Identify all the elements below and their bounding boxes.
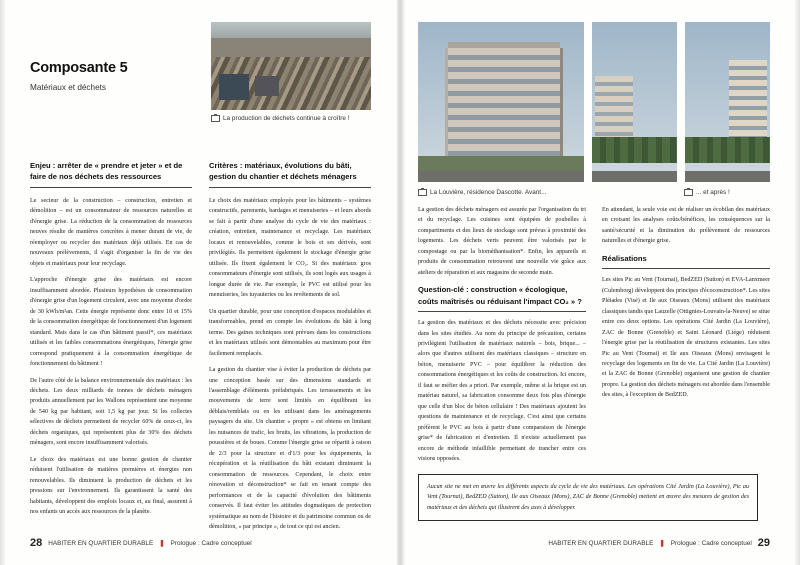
paragraph: La gestion des matériaux et des déchets nécessite avec précision dans les sites étudiés. Au nom du principe de précaution, certains privilégient l'utilisation de matériaux naturels – bois, brique... – alors que d'autres utilisent des matériaux classiques – structure en béton, menuiserie PVC – pour équilibrer la réduction des consommations énergétiques et les coûts de construction. Ici encore, il faut se méfier des a priori. Par exemple, même si la brique est un matériau naturel, sa fabrication consomme deux fois plus d'énergie que celle d'un bloc de béton cellulaire ! Des matériaux ajoutent les questions de maintenance et de recyclage. C'est ainsi que certains préfèrent le PVC au bois à partir d'une comparaison de l'énergie grise* de fabrication et d'entretien. Il n'existe actuellement pas encore de méthode infaillible permettant de trancher entre ces visions opposées.	[418, 320, 586, 463]
photo-trees	[685, 137, 770, 163]
page-subtitle: Matériaux et déchets	[30, 83, 107, 92]
photo-bin-2	[255, 76, 279, 96]
folio-separator: ❚	[659, 540, 665, 547]
camera-icon	[684, 189, 693, 196]
after-photo-2	[685, 22, 770, 182]
left-column-2	[209, 196, 371, 539]
right-photo-row	[418, 22, 770, 182]
photo-trees	[592, 137, 677, 163]
waste-photo-caption-row	[211, 115, 381, 122]
paragraph: La gestion du chantier vise à éviter la production de déchets par une conception basée sur des dimensions standards et l'assemblage d'éléments préfabriqués. Les terrassements et les mouvements de terre sont limités en équilibrant les déblais/remblais ou en les utilisant dans les aménagements paysagers du site. Un chantier « propre » est obtenu en limitant les nuisances de trafic, les bruits, les vibrations, la production de poussières et de boues. Comme l'énergie grise se répartit à raison de 2/3 pour la structure et d'1/3 pour les équipements, la récupération et la réutilisation du bâti existant diminuent la consommation de ressources. Cependant, le choix entre rénovation et déconstruction* se fait en tenant compte des performances et de la capacité d'évolution des bâtiments conservés. Il faut éviter les attitudes dogmatiques de protection systématique au nom de l'histoire et du patrimoine commun ou de démolition, « par principe », de tout ce qui est ancien.	[209, 367, 371, 531]
callout-text: Aucun site ne met en œuvre les différents aspects du cycle de vie des matériaux. Les opérations Cité Jardin (La Louvière), Pic au Vent (Tournai), BedZED (Sutton), Ile aux Oiseaux (Mons), ZAC de Bonne (Grenoble) mettent en œuvre des mesures de gestion des matériaux et des déchets qui illustrent des axes à développer.	[427, 483, 749, 511]
paragraph: Le secteur de la construction – construction, entretien et démolition – est un consommateur de ressources naturelles et d'énergie grise. La réduction de la consommation de ressources neuves résulte de manières concrètes à mener durant de vie, de réemployer ou recycler des matériaux déjà utilisés. En cas de nouveaux prélèvements, il s'agit d'organiser la fin de vie des objets et matériaux pour leur recyclage.	[30, 198, 192, 267]
folio-title: HABITER EN QUARTIER DURABLE	[48, 539, 154, 547]
folio-title: HABITER EN QUARTIER DURABLE	[548, 539, 654, 547]
folio-number: 29	[757, 537, 770, 549]
folio-section: Prologue : Cadre conceptuel	[670, 539, 752, 547]
realisations-header: Réalisations	[602, 253, 647, 263]
right-column-2	[602, 205, 770, 471]
right-body-columns	[418, 205, 770, 471]
header-rule-2	[209, 187, 371, 188]
waste-photo-caption: La production de déchets continue à croître !	[223, 115, 350, 122]
right-column-1	[418, 205, 586, 471]
folio-left	[30, 537, 252, 549]
after-photo-1	[592, 22, 677, 182]
photo-road	[592, 171, 677, 182]
photo-road	[685, 171, 770, 182]
paragraph: En attendant, la seule voie est de réaliser un écobilan des matériaux en croisant les analyses coûts/bénéfices, les conséquences sur la santé/sécurité et la diminution du prélèvement de ressources naturelles et d'énergie grise.	[602, 207, 770, 245]
before-photo-caption: La Louvière, résidence Dascotte. Avant...	[430, 189, 547, 196]
photo-bin-1	[219, 74, 249, 100]
waste-photo	[211, 22, 371, 110]
after-photo-caption: ... et après !	[696, 189, 730, 196]
paragraph: Un quartier durable, pour une conception d'espaces modulables et transformables, prend en compte les évolutions du bâti à long terme. Des gaines techniques sont prévues dans les constructions et les matériaux utilisés sont démontables au maximum pour être facilement remplacés.	[209, 308, 371, 357]
paragraph: L'approche d'énergie grise des matériaux est encore insuffisamment abordée. Plusieurs hypothèses de consommation d'énergie grise d'un logement circulent, avec une moyenne d'ordre de 30 kWh/m²an. Cette énergie représente donc entre 10 et 15% de la consommation énergétique de fonctionnement d'un logement standard. Mais dans le cas d'un bâtiment passif*, ces matériaux utilisés et les faibles consommations énergétiques, l'énergie grise correspond pratiquement à la consommation énergétique de fonctionnement du bâtiment !	[30, 277, 192, 368]
page-title: Composante 5	[30, 60, 128, 76]
page-edge-shadow-left	[0, 0, 6, 565]
paragraph: Le choix des matériaux employés pour les bâtiments – systèmes constructifs, parements, bardages et menuiseries – et leurs abords se fait à partir d'une analyse du cycle de vie des matériaux : création, entretien, maintenance et recyclage. Les matériaux locaux et renouvelables, comme le bois et ses dérivés, sont privilégiés. Ils permettent également le stockage d'énergie grise utilisée. Ils fixent également le CO₂. Si des matériaux gros consommateurs d'énergie sont utilisés, ils sont logés aux usages à longue durée de vie. Par exemple, le PVC est utilisé pour les menuiseries, les tuyauteries ou les revêtements de sol.	[209, 198, 371, 299]
page-edge-shadow-right	[794, 0, 800, 565]
callout-box	[418, 474, 758, 521]
criteres-header-block	[209, 160, 371, 194]
camera-icon	[211, 115, 220, 122]
paragraph: La gestion des déchets ménagers est assurée par l'organisation du tri et du recyclage. Les cuisines sont équipées de poubelles à compartiments et des lieux de stockage sont prévus à proximité des logements. Les déchets verts peuvent être valorisés par le compostage ou par la biométhanisation*. Enfin, les appareils et produits de consommation retrouvent une nouvelle vie grâce aux ateliers de réparation et aux magasins de seconde main.	[418, 207, 586, 276]
after-photo-caption-row	[684, 189, 774, 196]
paragraph: Le choix des matériaux est une bonne gestion de chantier réduisent l'utilisation de matières premières et énergies non renouvelables. Ils diminuent la production de déchets et les pressions sur l'environnement. Ils garantissent la santé des habitants, développent des emplois locaux et, au final, assurent à nos enfants un accès aux ressources de la planète.	[30, 456, 192, 516]
folio-right	[548, 537, 770, 549]
enjeu-header: Enjeu : arrêter de « prendre et jeter » et de faire de nos déchets des ressources	[30, 161, 183, 182]
criteres-header: Critères : matériaux, évolutions du bâti, gestion du chantier et déchets ménagers	[209, 161, 357, 182]
folio-separator: ❚	[159, 540, 165, 547]
left-column-1	[30, 196, 192, 539]
question-cle-header: Question-clé : construction « écologique, coûts maîtrisés ou réduisant l'impact CO₂ » ?	[418, 285, 582, 306]
photo-tower-roof	[448, 42, 561, 48]
camera-icon	[418, 189, 427, 196]
header-rule-3	[418, 311, 586, 312]
left-body-columns	[30, 196, 371, 539]
header-rule-4	[602, 268, 770, 269]
header-rule-1	[30, 187, 192, 188]
folio-section: Prologue : Cadre conceptuel	[170, 539, 252, 547]
paragraph: Les sites Pic au Vent (Tournai), BedZED (Sutton) et EVA-Lanxmeer (Culemborg) développent des principes d'écoconstruction*. Les sites Pléiades (Visé) et Ile aux Oiseaux (Mons) utilisent des matériaux classiques tandis que Lauzelle (Ottignies-Louvain-la-Neuve) se situe entre ces deux options. Les opérations Cité Jardin (La Louvière), ZAC de Bonne (Grenoble) et Saint Léonard (Liège) réduisent l'énergie grise par la réutilisation de structures existantes. Les sites Pic au Vent (Tournai) et Ile aux Oiseaux (Mons) envisagent le recyclage des logements en fin de vie. La Cité Jardin (La Louvière) et la ZAC de Bonne (Grenoble) organisent une gestion de chantier propre. La gestion des déchets ménagers est abordée dans l'ensemble des sites, à l'exception de BedZED.	[602, 277, 770, 399]
enjeu-header-block	[30, 160, 192, 194]
paragraph: De l'autre côté de la balance environnementale des matériaux : les déchets. Les deux milliards de tonnes de déchets ménagers produits annuellement par les Wallons représentent une moyenne de 540 kg par habitant, soit 1,5 kg par jour. Si les collectes sélectives de déchets permettent de recycler 60% de ceux-ci, les déchets organiques, qui représentent plus de 30% des déchets ménagers, sont encore insuffisamment valorisés.	[30, 377, 192, 447]
before-photo-caption-row	[418, 189, 668, 196]
photo-road	[418, 171, 584, 182]
before-photo	[418, 22, 584, 182]
folio-number: 28	[30, 537, 43, 549]
left-column-headers	[30, 160, 371, 194]
component-heading-block	[30, 60, 205, 92]
